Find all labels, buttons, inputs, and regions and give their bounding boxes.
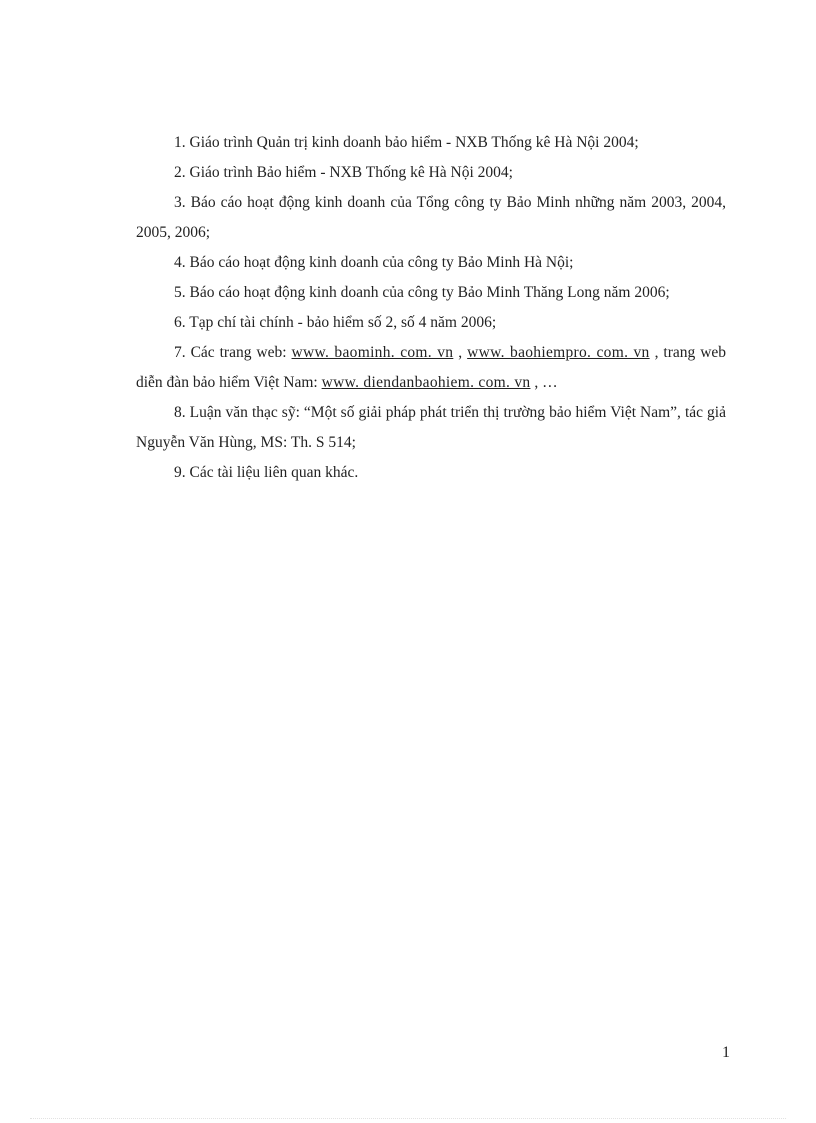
page-number: 1: [722, 1044, 730, 1061]
link-baohiempro[interactable]: www. baohiempro. com. vn: [467, 344, 650, 361]
link-baominh[interactable]: www. baominh. com. vn: [291, 344, 454, 361]
reference-item-3: 3. Báo cáo hoạt động kinh doanh của Tổng công ty Bảo Minh những năm 2003, 2004, 2005, 2006;: [136, 194, 726, 241]
reference-item-1: 1. Giáo trình Quản trị kinh doanh bảo hiểm - NXB Thống kê Hà Nội 2004;: [174, 134, 639, 151]
reference-item-4: 4. Báo cáo hoạt động kinh doanh của công ty Bảo Minh Hà Nội;: [174, 254, 574, 271]
reference-list: [136, 128, 726, 488]
reference-7-prefix: 7. Các trang web:: [174, 344, 292, 361]
link-diendanbaohiem[interactable]: www. diendanbaohiem. com. vn: [321, 374, 531, 391]
reference-7-suffix: , …: [530, 374, 558, 391]
reference-item-5: 5. Báo cáo hoạt động kinh doanh của công ty Bảo Minh Thăng Long năm 2006;: [174, 284, 670, 301]
reference-item-9: 9. Các tài liệu liên quan khác.: [174, 464, 359, 481]
page-bottom-divider: [30, 1118, 786, 1119]
reference-7-separator: ,: [453, 344, 468, 361]
reference-item-8: 8. Luận văn thạc sỹ: “Một số giải pháp phát triển thị trường bảo hiểm Việt Nam”, tác giả Nguyễn Văn Hùng, MS: Th. S 514;: [136, 404, 726, 451]
reference-item-7: [136, 338, 726, 398]
reference-item-6: 6. Tạp chí tài chính - bảo hiểm số 2, số 4 năm 2006;: [174, 314, 497, 331]
reference-7-middle: , trang web diễn đàn bảo hiểm Việt Nam:: [136, 344, 727, 391]
reference-item-2: 2. Giáo trình Bảo hiểm - NXB Thống kê Hà Nội 2004;: [174, 164, 513, 181]
